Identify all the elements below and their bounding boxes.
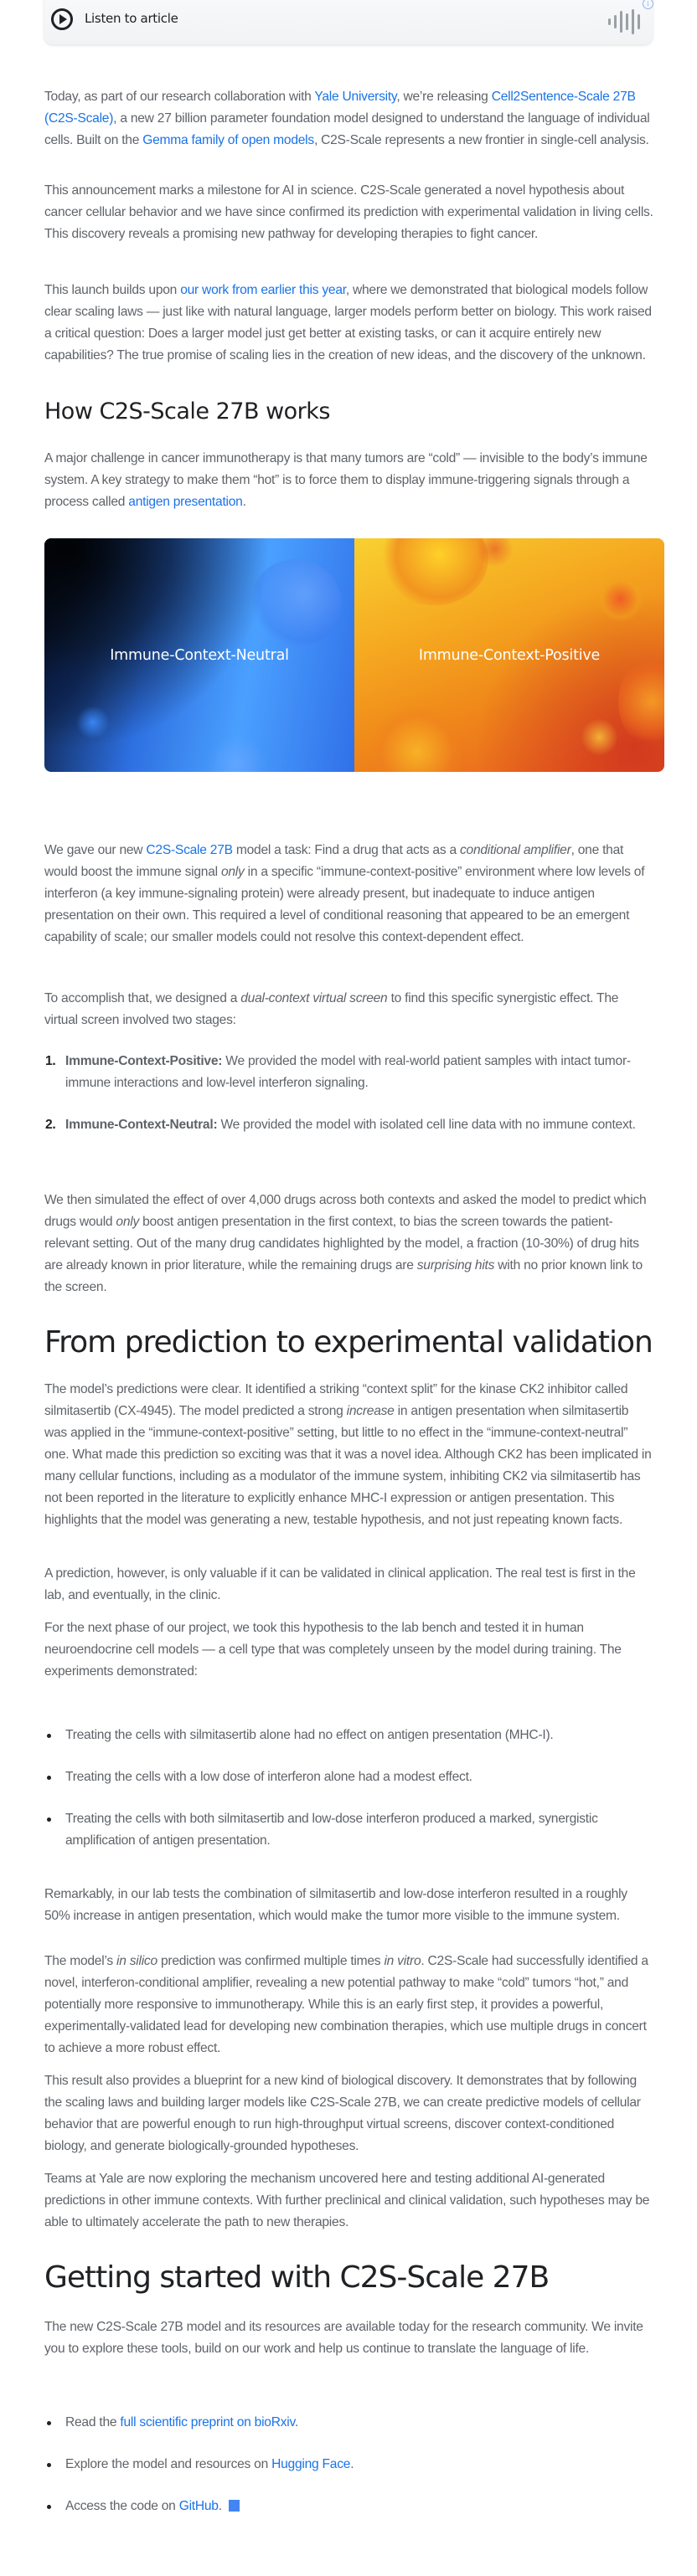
result-item — [44, 1808, 653, 1852]
text-run: This announcement marks a milestone for AI in science. C2S-Scale generated a novel hypothesis about cancer cellular behavior and we have since confirmed its prediction with experimental validation in living cells. This discovery reveals a promising new pathway for developing therapies to fight cancer. — [44, 183, 653, 241]
section2-paragraph-6 — [44, 2070, 653, 2157]
text-run: . C2S-Scale had successfully identified a novel, interferon-conditional amplifier, revealing a new potential pathway to make “cold” tumors “hot,” and potentially more responsive to immunotherapy. While this is an early first step, it provides a powerful, experimentally-validated lead for developing new combination therapies, which use multiple drugs in concert to achieve a more robust effect. — [44, 1954, 648, 2055]
section2-paragraph-3 — [44, 1617, 653, 1683]
result-item — [44, 1725, 653, 1746]
text-run: , one that would boost the immune signal — [44, 843, 624, 879]
text-run: We gave our new — [44, 843, 147, 857]
cell-shape — [371, 706, 463, 772]
text-run: to find this specific synergistic effect. The virtual screen involved two stages: — [44, 991, 619, 1027]
inline-link[interactable]: C2S-Scale 27B — [146, 843, 233, 857]
inline-link[interactable]: our work from earlier this year — [180, 283, 346, 297]
section1-paragraph-2 — [44, 840, 653, 949]
inline-link[interactable]: GitHub — [178, 2499, 219, 2513]
resource-text — [65, 2457, 354, 2471]
wave-bar — [626, 13, 628, 30]
text-run: Today, as part of our research collaboration with — [44, 90, 315, 104]
emphasis-text: in silico — [116, 1954, 157, 1968]
listen-label[interactable]: Listen to article — [85, 11, 178, 26]
text-run: Remarkably, in our lab tests the combination of silmitasertib and low-dose interferon resulted in a roughly 50% increase in antigen presentation, which would make the tumor more visible to the immune system. — [44, 1887, 627, 1923]
section-heading-how-it-works: How C2S-Scale 27B works — [44, 398, 330, 424]
emphasis-text: only — [220, 865, 245, 879]
text-run: Explore the model and resources on — [65, 2457, 272, 2471]
text-run: This launch builds upon — [44, 283, 181, 297]
result-text: Treating the cells with a low dose of interferon alone had a modest effect. — [65, 1770, 472, 1784]
context-comparison-image — [44, 538, 664, 772]
text-run: in a specific “immune-context-positive” environment where low levels of interferon (a key immune-signaling protein) were already present, but inadequate to induce antigen presentation on their own. This required a level of conditional reasoning that appeared to be an emergent capability of scale; our smaller models could not resolve this context-dependent effect. — [44, 865, 645, 944]
text-run: prediction was confirmed multiple times — [157, 1954, 385, 1968]
info-icon[interactable]: i — [643, 0, 653, 9]
text-run: model a task: Find a drug that acts as a — [232, 843, 460, 857]
text-run: in antigen presentation when silmitasertib was applied in the “immune-context-positive” setting, but little to no effect in the “immune-context-neutral” one. What made this prediction so exciting was that it was a novel idea. Although CK2 has been implicated in many cellular functions, including as a modulator of the immune system, inhibiting CK2 via silmitasertib has not been reported in the literature to explicitly enhance MHC-I expression or antigen presentation. This highlights that the model was generating a new, testable hypothesis, and not just repeating known facts. — [44, 1404, 652, 1527]
cell-shape — [581, 718, 618, 756]
wave-bar — [632, 9, 634, 34]
step-title: Immune-Context-Neutral: — [65, 1118, 218, 1132]
emphasis-text: surprising hits — [416, 1258, 495, 1273]
listen-to-article-player — [44, 0, 653, 44]
result-item — [44, 1766, 653, 1788]
step-number: 2. — [45, 1118, 56, 1132]
inline-link[interactable]: Yale University — [314, 90, 397, 104]
step-number: 1. — [45, 1054, 56, 1068]
emphasis-text: in vitro — [384, 1954, 421, 1968]
section-heading-getting-started: Getting started with C2S-Scale 27B — [44, 2260, 550, 2295]
cell-shape — [597, 576, 643, 622]
resource-links-list — [44, 2412, 653, 2517]
cell-shape — [250, 559, 342, 647]
text-run: This result also provides a blueprint for a new kind of biological discovery. It demonstrates that by following the scaling laws and building larger models like C2S-Scale 27B, we can create predictive models of cellular behavior that are powerful enough to run high-throughput virtual screens, discover context-conditioned biology, and generate biologically-grounded hypotheses. — [44, 2074, 641, 2153]
text-run: To accomplish that, we designed a — [44, 991, 241, 1005]
inline-link[interactable]: full scientific preprint on bioRxiv — [120, 2415, 295, 2429]
text-run: with no prior known link to the screen. — [44, 1258, 643, 1294]
text-run: Access the code on — [65, 2499, 179, 2513]
section1-paragraph-4 — [44, 1190, 653, 1298]
section3-paragraph-1 — [44, 2316, 653, 2360]
inline-link[interactable]: Cell2Sentence-Scale 27B (C2S-Scale) — [44, 90, 636, 126]
emphasis-text: dual-context virtual screen — [240, 991, 388, 1005]
cell-shape — [618, 656, 664, 748]
immune-context-positive-panel — [354, 538, 664, 772]
text-run: Read the — [65, 2415, 121, 2429]
text-run: A major challenge in cancer immunotherapy is that many tumors are “cold” — invisible to the body’s immune system. A key strategy to make them “hot” is to force them to display immune-triggering signals through a process called — [44, 451, 648, 509]
bullet-icon — [47, 2463, 51, 2467]
hero-label-positive: Immune-Context-Positive — [418, 646, 601, 664]
text-run: We then simulated the effect of over 4,000 drugs across both contexts and asked the model to predict which drugs would — [44, 1193, 647, 1229]
wave-bar — [620, 11, 622, 33]
step-title: Immune-Context-Positive: — [65, 1054, 223, 1068]
bullet-icon — [47, 1734, 51, 1738]
section1-paragraph-3 — [44, 988, 653, 1031]
experiment-results-list — [44, 1725, 653, 1852]
step-text: We provided the model with real-world patient samples with intact tumor-immune interactions and low-level interferon signaling. — [65, 1054, 631, 1090]
resource-item-biorxiv — [44, 2412, 653, 2434]
result-text: Treating the cells with silmitasertib alone had no effect on antigen presentation (MHC-I). — [65, 1728, 554, 1742]
intro-paragraph-1 — [44, 86, 653, 152]
step-item — [44, 1114, 653, 1136]
section-heading-validation: From prediction to experimental validation — [44, 1325, 653, 1360]
intro-paragraph-3 — [44, 280, 653, 367]
section2-paragraph-4 — [44, 1884, 653, 1927]
inline-link[interactable]: Gemma family of open models — [142, 133, 314, 147]
immune-context-neutral-panel — [44, 538, 354, 772]
text-run: A prediction, however, is only valuable if it can be validated in clinical application. The real test is first in the lab, and eventually, in the clinic. — [44, 1566, 636, 1602]
bullet-icon — [47, 2505, 51, 2509]
text-run: The new C2S-Scale 27B model and its resources are available today for the research community. We invite you to explore these tools, build on our work and help us continue to translate the language of life. — [44, 2320, 643, 2356]
cell-shape — [76, 706, 110, 739]
text-run: boost antigen presentation in the first context, to bias the screen towards the patient-relevant setting. Out of the many drug candidates highlighted by the model, a fraction (10-30%) of drug hits are already known in prior literature, while the remaining drugs are — [44, 1215, 639, 1273]
result-text: Treating the cells with both silmitasertib and low-dose interferon produced a marked, synergistic amplification of antigen presentation. — [65, 1812, 598, 1848]
wave-bar — [614, 15, 617, 28]
text-run: , C2S-Scale represents a new frontier in single-cell analysis. — [313, 133, 649, 147]
intro-paragraph-2 — [44, 180, 653, 245]
section1-paragraph-1 — [44, 448, 653, 513]
hero-label-neutral: Immune-Context-Neutral — [110, 646, 289, 664]
wave-bar — [608, 18, 611, 25]
bullet-icon — [47, 1818, 51, 1822]
resource-item-github — [44, 2496, 653, 2517]
text-run: , a new 27 billion parameter foundation model designed to understand the language of individual cells. Built on the — [44, 111, 650, 147]
audio-waveform-icon — [608, 9, 645, 34]
play-circle-icon[interactable] — [51, 8, 73, 30]
emphasis-text: only — [116, 1215, 140, 1229]
article-end-mark-icon — [229, 2500, 240, 2512]
cell-shape — [208, 735, 266, 772]
step-text: We provided the model with isolated cell line data with no immune context. — [217, 1118, 636, 1132]
wave-bar — [638, 14, 640, 29]
virtual-screen-steps — [44, 1051, 653, 1136]
bullet-icon — [47, 2421, 51, 2425]
section2-paragraph-7 — [44, 2168, 653, 2234]
resource-text — [65, 2415, 298, 2429]
emphasis-text: increase — [346, 1404, 395, 1418]
text-run: . — [294, 2415, 298, 2429]
text-run: The model’s predictions were clear. It identified a striking “context split” for the kinase CK2 inhibitor called silmitasertib (CX-4945). The model predicted a strong — [44, 1382, 628, 1418]
text-run: . — [242, 495, 246, 509]
text-run: For the next phase of our project, we took this hypothesis to the lab bench and tested it in human neuroendocrine cell models — a cell type that was completely unseen by the model during training. The experiments demonstrated: — [44, 1621, 622, 1679]
step-item — [44, 1051, 653, 1094]
inline-link[interactable]: Hugging Face — [271, 2457, 351, 2471]
cell-shape — [379, 538, 488, 605]
section2-paragraph-5 — [44, 1951, 653, 2059]
text-run: , where we demonstrated that biological models follow clear scaling laws — just like with natural language, larger models perform better on biology. This work raised a critical question: Does a larger model just get better at existing tasks, or can it acquire entirely new capabilities? The true promise of scaling lies in the creation of new ideas, and the discovery of the unknown. — [44, 283, 652, 362]
section2-paragraph-2 — [44, 1563, 653, 1607]
resource-item-hugging-face — [44, 2454, 653, 2476]
resource-text — [65, 2499, 222, 2513]
bullet-icon — [47, 1776, 51, 1780]
text-run: The model’s — [44, 1954, 116, 1968]
emphasis-text: conditional amplifier — [459, 843, 571, 857]
section2-paragraph-1 — [44, 1379, 653, 1531]
text-run: . — [218, 2499, 222, 2513]
text-run: Teams at Yale are now exploring the mechanism uncovered here and testing additional AI-generated predictions in other immune contexts. With further preclinical and clinical validation, such hypotheses may be able to ultimately accelerate the path to new therapies. — [44, 2172, 650, 2229]
text-run: , we’re releasing — [396, 90, 492, 104]
text-run: . — [350, 2457, 354, 2471]
inline-link[interactable]: antigen presentation — [128, 495, 243, 509]
